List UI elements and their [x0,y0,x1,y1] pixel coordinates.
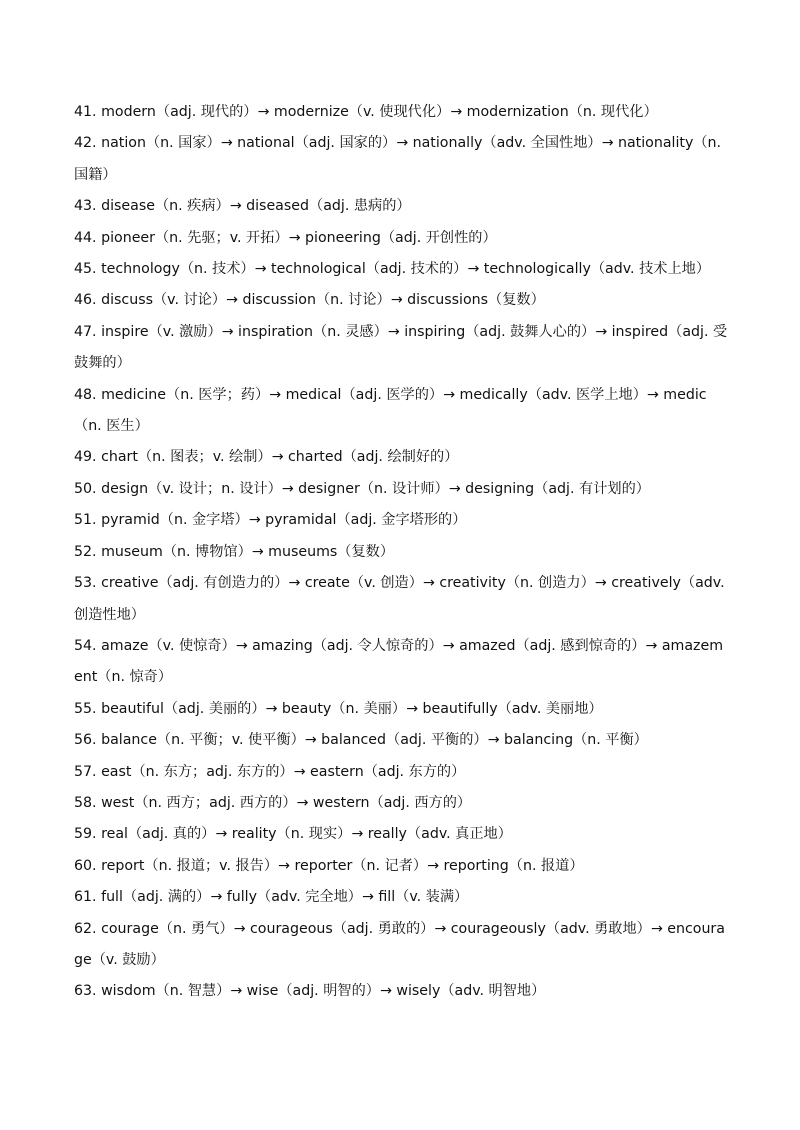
entry-45: 45. technology（n. 技术）→ technological（adj. 技术的）→ technologically（adv. 技术上地） [74,261,711,278]
entry-51: 51. pyramid（n. 金字塔）→ pyramidal（adj. 金字塔形的） [74,512,467,529]
entry-44: 44. pioneer（n. 先驱；v. 开拓）→ pioneering（adj. 开创性的） [74,229,497,246]
entry-56: 56. balance（n. 平衡；v. 使平衡）→ balanced（adj. 平衡的）→ balancing（n. 平衡） [74,732,648,749]
entry-55: 55. beautiful（adj. 美丽的）→ beauty（n. 美丽）→ beautifully（adv. 美丽地） [74,700,603,717]
entry-60: 60. report（n. 报道；v. 报告）→ reporter（n. 记者）→ reporting（n. 报道） [74,857,584,874]
entry-54: 54. amaze（v. 使惊奇）→ amazing（adj. 令人惊奇的）→ amazed（adj. 感到惊奇的）→ amazement（n. 惊奇） [74,637,724,686]
entry-47: 47. inspire（v. 激励）→ inspiration（n. 灵感）→ inspiring（adj. 鼓舞人心的）→ inspired（adj. 受鼓舞的） [74,323,728,372]
entry-58: 58. west（n. 西方；adj. 西方的）→ western（adj. 西方的） [74,794,472,811]
entry-43: 43. disease（n. 疾病）→ diseased（adj. 患病的） [74,198,411,215]
entry-57: 57. east（n. 东方；adj. 东方的）→ eastern（adj. 东方的） [74,763,466,780]
entry-48: 48. medicine（n. 医学；药）→ medical（adj. 医学的）→ medically（adv. 医学上地）→ medic（n. 医生） [74,386,707,435]
entry-59: 59. real（adj. 真的）→ reality（n. 现实）→ really（adv. 真正地） [74,826,512,843]
entry-63: 63. wisdom（n. 智慧）→ wise（adj. 明智的）→ wisely（adv. 明智地） [74,983,546,1000]
entry-62: 62. courage（n. 勇气）→ courageous（adj. 勇敢的）→ courageously（adv. 勇敢地）→ encourage（v. 鼓励） [74,920,725,968]
entry-42: 42. nation（n. 国家）→ national（adj. 国家的）→ nationally（adv. 全国性地）→ nationality（n. 国籍） [74,135,722,183]
entry-46: 46. discuss（v. 讨论）→ discussion（n. 讨论）→ discussions（复数） [74,292,545,309]
entry-49: 49. chart（n. 图表；v. 绘制）→ charted（adj. 绘制好的） [74,449,459,466]
entry-53: 53. creative（adj. 有创造力的）→ create（v. 创造）→ creativity（n. 创造力）→ creatively（adv. 创造性地） [74,575,725,623]
entry-41: 41. modern（adj. 现代的）→ modernize（v. 使现代化）→ modernization（n. 现代化） [74,104,658,120]
entry-50: 50. design（v. 设计；n. 设计）→ designer（n. 设计师）→ designing（adj. 有计划的） [74,480,650,497]
entry-52: 52. museum（n. 博物馆）→ museums（复数） [74,543,395,560]
entry-61: 61. full（adj. 满的）→ fully（adv. 完全地）→ fill（v. 装满） [74,889,469,906]
vocabulary-list [74,97,730,1008]
